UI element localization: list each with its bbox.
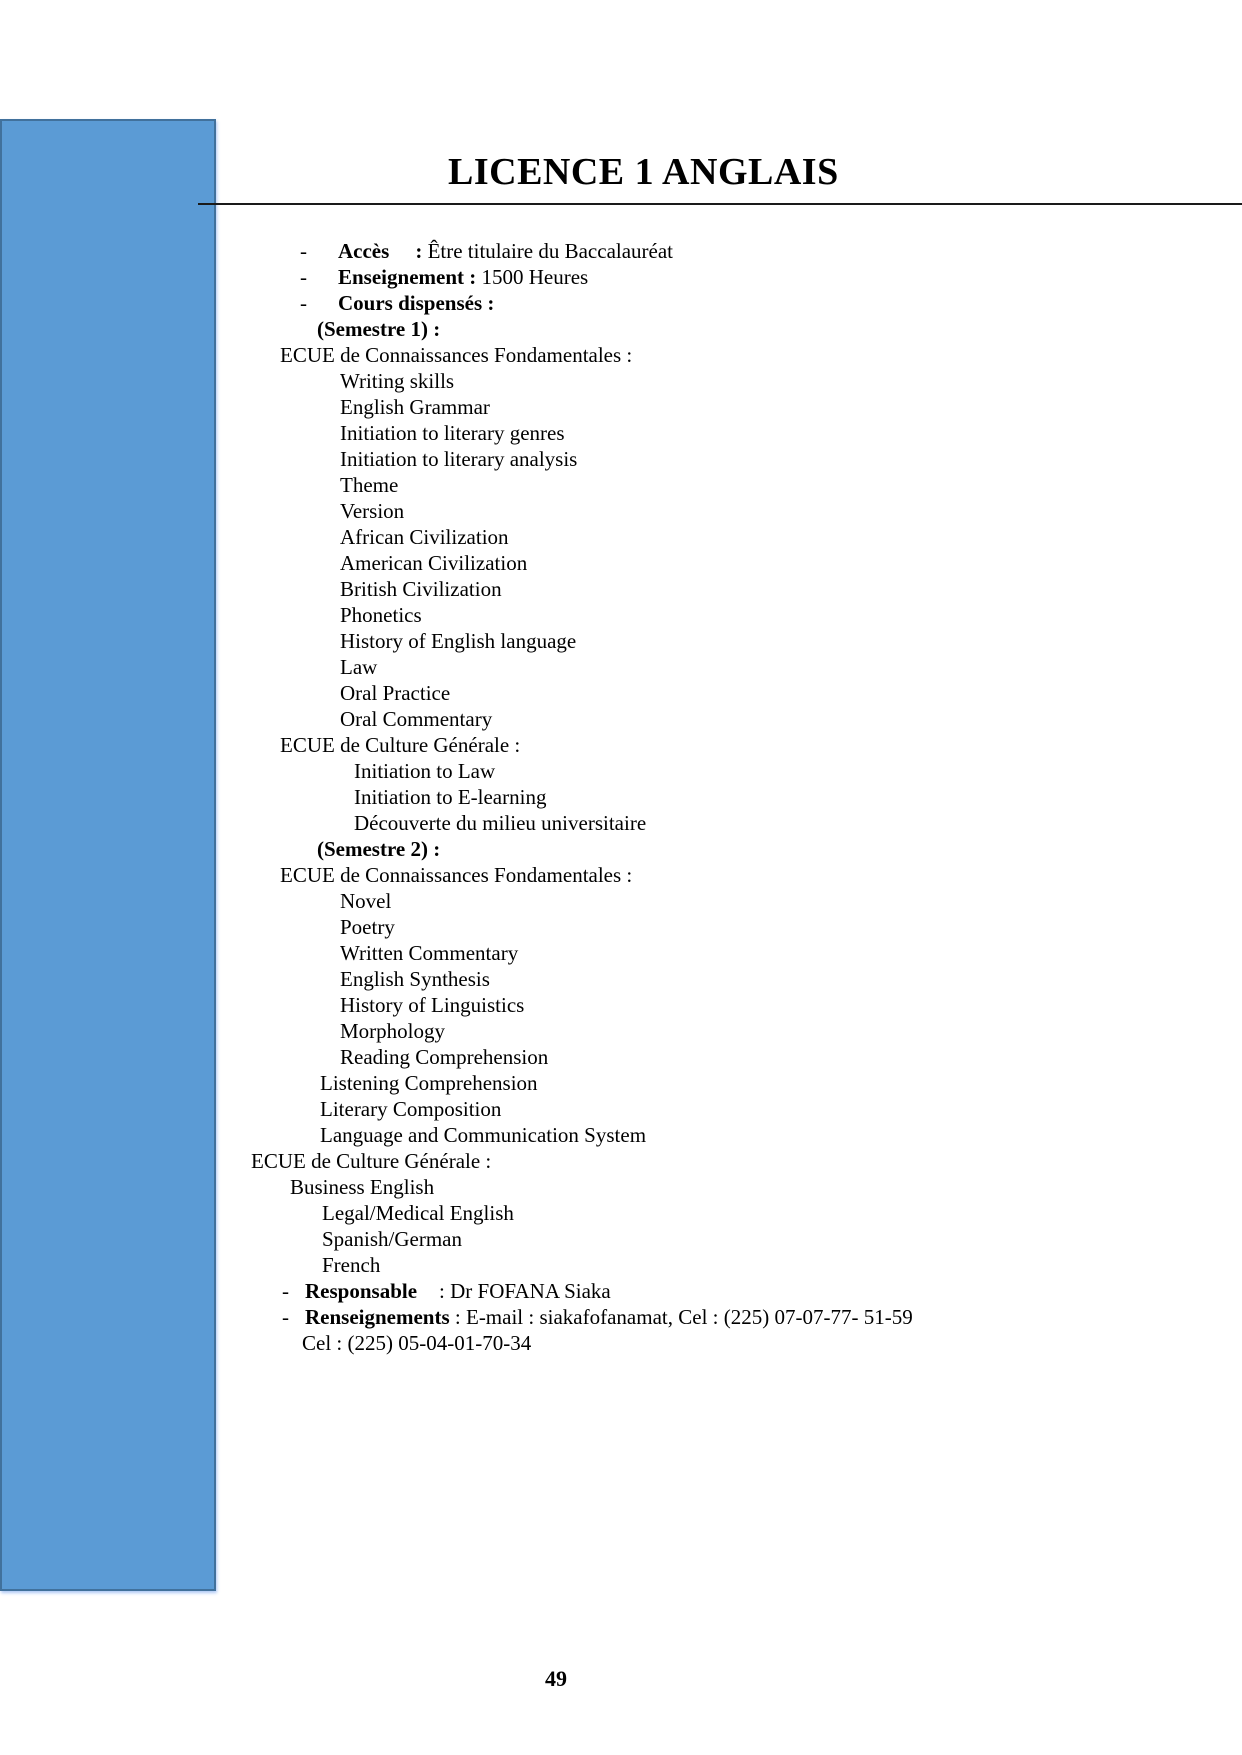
course-item: Literary Composition: [320, 1097, 502, 1121]
dash-bullet: -: [282, 1305, 289, 1329]
acces-label: Accès: [338, 239, 390, 263]
course-item: Spanish/German: [322, 1227, 462, 1251]
course-item: Phonetics: [340, 603, 422, 627]
cours-dispenses-line: [0, 290, 1242, 316]
renseignements-value: : E-mail : siakafofanamat, Cel : (225) 07-07-77- 51-59: [449, 1305, 913, 1329]
semestre1-heading: (Semestre 1) :: [317, 317, 441, 341]
course-item: Reading Comprehension: [340, 1045, 549, 1069]
renseignements-label: Renseignements: [305, 1305, 450, 1329]
responsable-label: Responsable: [305, 1279, 418, 1303]
course-item: History of English language: [340, 629, 577, 653]
course-item: English Synthesis: [340, 967, 490, 991]
enseignement-label: Enseignement :: [338, 265, 477, 289]
course-item: American Civilization: [340, 551, 528, 575]
semestre1-fondamentales-list: [0, 368, 1242, 732]
acces-colon: :: [415, 239, 423, 263]
page-title: LICENCE 1 ANGLAIS: [448, 151, 839, 193]
course-item: African Civilization: [340, 525, 509, 549]
course-item: History of Linguistics: [340, 993, 525, 1017]
semestre1-ecue-fondamentales-heading: ECUE de Connaissances Fondamentales :: [280, 343, 633, 367]
course-item: Theme: [340, 473, 399, 497]
course-item: Oral Commentary: [340, 707, 493, 731]
responsable-value: : Dr FOFANA Siaka: [439, 1279, 611, 1303]
course-item: French: [322, 1253, 381, 1277]
semestre1-culture-list: [0, 758, 1242, 836]
course-item: Writing skills: [340, 369, 455, 393]
course-item: Initiation to Law: [354, 759, 496, 783]
acces-value: Être titulaire du Baccalauréat: [422, 239, 674, 263]
renseignements-line: [0, 1304, 1242, 1330]
course-item: Version: [340, 499, 405, 523]
course-item: Poetry: [340, 915, 395, 939]
responsable-line: [0, 1278, 1242, 1304]
semestre2-culture-list: [0, 1200, 1242, 1278]
course-item: Initiation to literary genres: [340, 421, 565, 445]
semestre2-ecue-fondamentales-heading: ECUE de Connaissances Fondamentales :: [280, 863, 633, 887]
dash-bullet: -: [300, 291, 307, 315]
course-item: Oral Practice: [340, 681, 451, 705]
cours-dispenses-label: Cours dispensés :: [338, 291, 495, 315]
course-item: Business English: [290, 1175, 435, 1199]
course-item: Initiation to literary analysis: [340, 447, 578, 471]
semestre2-ecue-culture-heading: ECUE de Culture Générale :: [251, 1149, 492, 1173]
course-item: Novel: [340, 889, 392, 913]
course-item: Listening Comprehension: [320, 1071, 538, 1095]
enseignement-line: [0, 264, 1242, 290]
course-item: British Civilization: [340, 577, 502, 601]
course-item: Morphology: [340, 1019, 445, 1043]
dash-bullet: -: [300, 265, 307, 289]
course-item: Law: [340, 655, 378, 679]
course-item: Initiation to E-learning: [354, 785, 547, 809]
semestre2-fondamentales-list: [0, 888, 1242, 1070]
dash-bullet: -: [300, 239, 307, 263]
dash-bullet: -: [282, 1279, 289, 1303]
course-item: Découverte du milieu universitaire: [354, 811, 647, 835]
course-item: Written Commentary: [340, 941, 519, 965]
semestre1-ecue-culture-heading: ECUE de Culture Générale :: [280, 733, 521, 757]
course-item: Legal/Medical English: [322, 1201, 514, 1225]
semestre2-heading: (Semestre 2) :: [317, 837, 441, 861]
course-item: English Grammar: [340, 395, 490, 419]
acces-line: [0, 238, 1242, 264]
content-block: [0, 238, 1242, 1356]
course-item: Language and Communication System: [320, 1123, 647, 1147]
semestre2-fondamentales-list-outdented: [0, 1070, 1242, 1148]
title-underline: [198, 203, 1242, 205]
page-number: 49: [545, 1666, 567, 1691]
enseignement-value: 1500 Heures: [476, 265, 589, 289]
cel-line: Cel : (225) 05-04-01-70-34: [302, 1331, 532, 1355]
